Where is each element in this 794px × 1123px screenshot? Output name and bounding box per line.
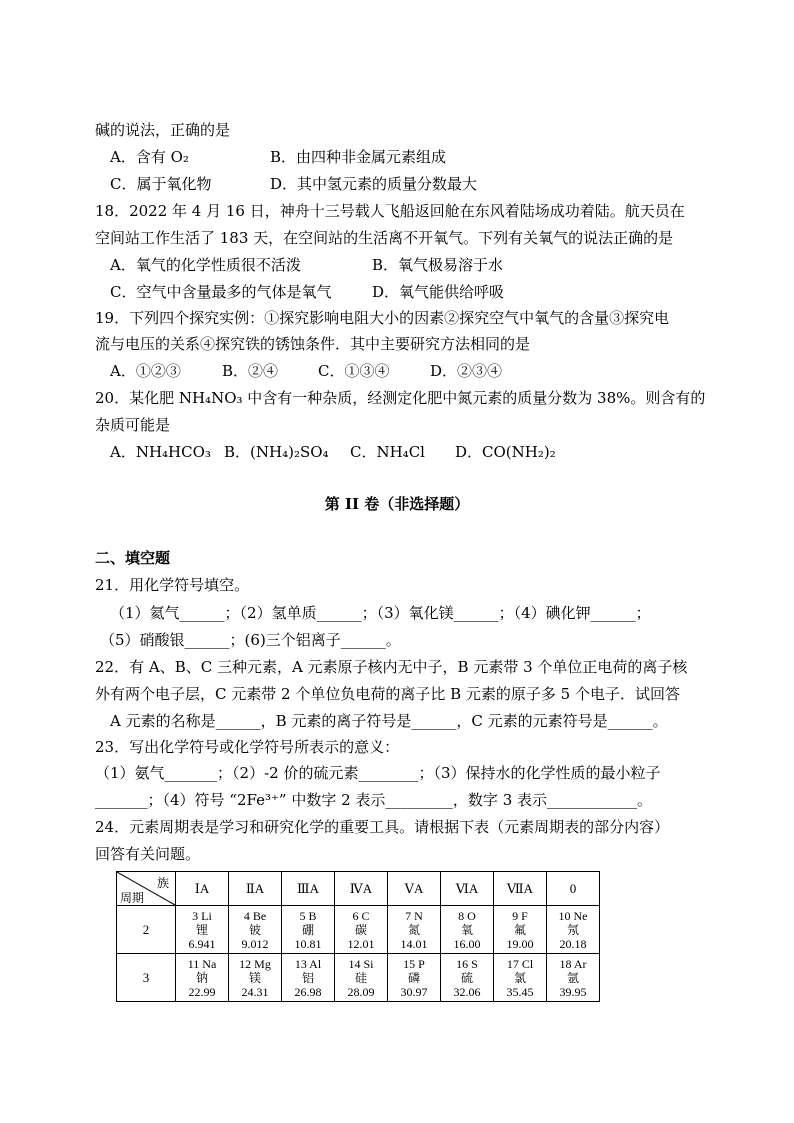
element-number-symbol: 9 F [512, 908, 528, 923]
element-number-symbol: 12 Mg [239, 956, 271, 971]
q18-option-d: D．氧气能供给呼吸 [372, 283, 505, 301]
element-name: 氟 [513, 922, 526, 937]
element-name: 铝 [301, 970, 314, 985]
q19-stem-line1: 19．下列四个探究实例：①探究影响电阻大小的因素②探究空气中氧气的含量③探究电 [95, 309, 670, 327]
q22-stem-line1: 22．有 A、B、C 三种元素，A 元素原子核内无中子，B 元素带 3 个单位正电荷的离子核 [95, 658, 688, 676]
element-cell [441, 906, 494, 954]
q23-stem-line3: _______；（4）符号 “2Fe³⁺” 中数字 2 表示_________，数字 3 表示____________。 [95, 791, 653, 809]
element-mass: 14.01 [400, 936, 428, 951]
element-name: 硫 [460, 970, 473, 985]
q23-stem-line1: 23．写出化学符号或化学符号所表示的意义： [95, 738, 400, 756]
element-name: 氖 [566, 922, 579, 937]
element-mass: 24.31 [241, 984, 269, 999]
periodic-table [116, 871, 600, 1002]
q21-stem: 21．用化学符号填空。 [95, 576, 250, 594]
element-cell [388, 906, 441, 954]
element-name: 氮 [407, 922, 420, 937]
period-label: 3 [117, 954, 176, 1002]
q20-stem-line2: 杂质可能是 [95, 416, 171, 434]
element-cell [282, 906, 335, 954]
q21-blanks-line2: （5）硝酸银______；(6)三个铝离子______。 [100, 631, 401, 649]
element-mass: 20.18 [559, 936, 587, 951]
element-mass: 28.09 [347, 984, 375, 999]
element-cell [229, 954, 282, 1002]
q23-stem-line2: （1）氨气_______；（2）-2 价的硫元素________；（3）保持水的化学性质的最小粒子 [95, 764, 661, 782]
element-mass: 10.81 [294, 936, 322, 951]
q19-option-c: C．①③④ [318, 362, 390, 380]
element-cell [388, 954, 441, 1002]
table-header-row [117, 872, 600, 906]
part2-heading: 二、填空题 [95, 549, 171, 567]
q24-stem-line2: 回答有关问题。 [95, 845, 201, 863]
period-label: 2 [117, 906, 176, 954]
corner-period-label: 周期 [120, 891, 145, 905]
element-number-symbol: 8 O [458, 908, 476, 923]
element-mass: 12.01 [347, 936, 375, 951]
element-cell [441, 954, 494, 1002]
q20-stem-line1: 20．某化肥 NH₄NO₃ 中含有一种杂质，经测定化肥中氮元素的质量分数为 38%。则含有的 [95, 389, 706, 407]
q22-stem-line2: 外有两个电子层，C 元素带 2 个单位负电荷的离子比 B 元素的原子多 5 个电子．试回答 [95, 685, 680, 703]
element-name: 硅 [354, 970, 367, 985]
q19-option-b: B．②④ [222, 362, 279, 380]
element-cell [494, 906, 547, 954]
element-number-symbol: 3 Li [192, 908, 212, 923]
element-number-symbol: 7 N [405, 908, 423, 923]
element-cell [335, 906, 388, 954]
element-mass: 39.95 [559, 984, 587, 999]
table-row [117, 954, 600, 1002]
element-cell [335, 954, 388, 1002]
table-row [117, 906, 600, 954]
q19-option-d: D．②③④ [430, 362, 503, 380]
q19-option-a: A．①②③ [110, 362, 181, 380]
element-mass: 16.00 [453, 936, 481, 951]
element-number-symbol: 4 Be [243, 908, 267, 923]
q18-option-b: B．氧气极易溶于水 [372, 256, 504, 274]
element-name: 氯 [513, 970, 526, 985]
element-number-symbol: 6 C [352, 908, 370, 923]
element-cell [176, 954, 229, 1002]
q20-option-d: D．CO(NH₂)₂ [455, 443, 556, 461]
q24-stem-line1: 24．元素周期表是学习和研究化学的重要工具。请根据下表（元素周期表的部分内容） [95, 818, 670, 836]
element-mass: 9.012 [241, 936, 269, 951]
element-mass: 22.99 [188, 984, 216, 999]
q17-option-b: B．由四种非金属元素组成 [270, 148, 447, 166]
element-name: 铍 [248, 922, 261, 937]
element-name: 钠 [195, 970, 208, 985]
group-header: ⅣA [335, 872, 388, 906]
element-mass: 6.941 [188, 936, 216, 951]
element-name: 氩 [566, 970, 579, 985]
corner-group-label: 族 [156, 876, 169, 890]
element-mass: 26.98 [294, 984, 322, 999]
element-name: 硼 [301, 922, 314, 937]
q19-stem-line2: 流与电压的关系④探究铁的锈蚀条件．其中主要研究方法相同的是 [95, 335, 531, 353]
element-mass: 30.97 [400, 984, 428, 999]
element-number-symbol: 11 Na [187, 956, 217, 971]
group-header: ⅠA [176, 872, 229, 906]
group-header: ⅡA [229, 872, 282, 906]
q20-option-a: A．NH₄HCO₃ [110, 443, 211, 461]
q17-stem-tail: 碱的说法，正确的是 [95, 121, 231, 139]
element-mass: 19.00 [506, 936, 534, 951]
q18-stem-line1: 18．2022 年 4 月 16 日，神舟十三号载人飞船返回舱在东风着陆场成功着陆。航天员在 [95, 202, 685, 220]
element-number-symbol: 5 B [299, 908, 317, 923]
element-name: 碳 [354, 922, 367, 937]
q17-option-a: A．含有 O₂ [110, 148, 189, 166]
group-header: ⅤA [388, 872, 441, 906]
element-name: 氧 [460, 922, 473, 937]
element-cell [229, 906, 282, 954]
group-header: ⅥA [441, 872, 494, 906]
q18-option-a: A．氧气的化学性质很不活泼 [110, 256, 301, 274]
element-number-symbol: 13 Al [294, 956, 322, 971]
table-corner-cell [117, 872, 176, 906]
element-cell [282, 954, 335, 1002]
element-number-symbol: 15 P [403, 956, 425, 971]
section-title: 第 II 卷（非选择题） [324, 495, 470, 513]
group-header: 0 [547, 872, 600, 906]
group-header: ⅦA [494, 872, 547, 906]
element-mass: 32.06 [453, 984, 481, 999]
q20-option-b: B．(NH₄)₂SO₄ [224, 443, 329, 461]
q18-stem-line2: 空间站工作生活了 183 天，在空间站的生活离不开氧气。下列有关氧气的说法正确的是 [95, 229, 674, 247]
q17-option-c: C．属于氧化物 [110, 175, 212, 193]
q17-option-d: D．其中氢元素的质量分数最大 [270, 175, 478, 193]
element-name: 镁 [248, 970, 261, 985]
group-header: ⅢA [282, 872, 335, 906]
q21-blanks-line1: （1）氦气______；（2）氢单质______；（3）氧化镁______；（4）碘化钾______； [110, 604, 651, 622]
q22-stem-line3: A 元素的名称是______，B 元素的离子符号是______，C 元素的元素符号是______。 [110, 712, 668, 730]
element-number-symbol: 14 Si [348, 956, 374, 971]
element-number-symbol: 10 Ne [558, 908, 588, 923]
element-name: 磷 [407, 970, 420, 985]
element-cell [176, 906, 229, 954]
q18-option-c: C．空气中含量最多的气体是氧气 [110, 283, 332, 301]
element-cell [494, 954, 547, 1002]
element-cell [547, 906, 600, 954]
element-mass: 35.45 [506, 984, 534, 999]
element-number-symbol: 18 Ar [559, 956, 587, 971]
element-number-symbol: 17 Cl [506, 956, 534, 971]
q20-option-c: C．NH₄Cl [350, 443, 425, 461]
element-number-symbol: 16 S [456, 956, 478, 971]
element-name: 锂 [195, 922, 208, 937]
element-cell [547, 954, 600, 1002]
